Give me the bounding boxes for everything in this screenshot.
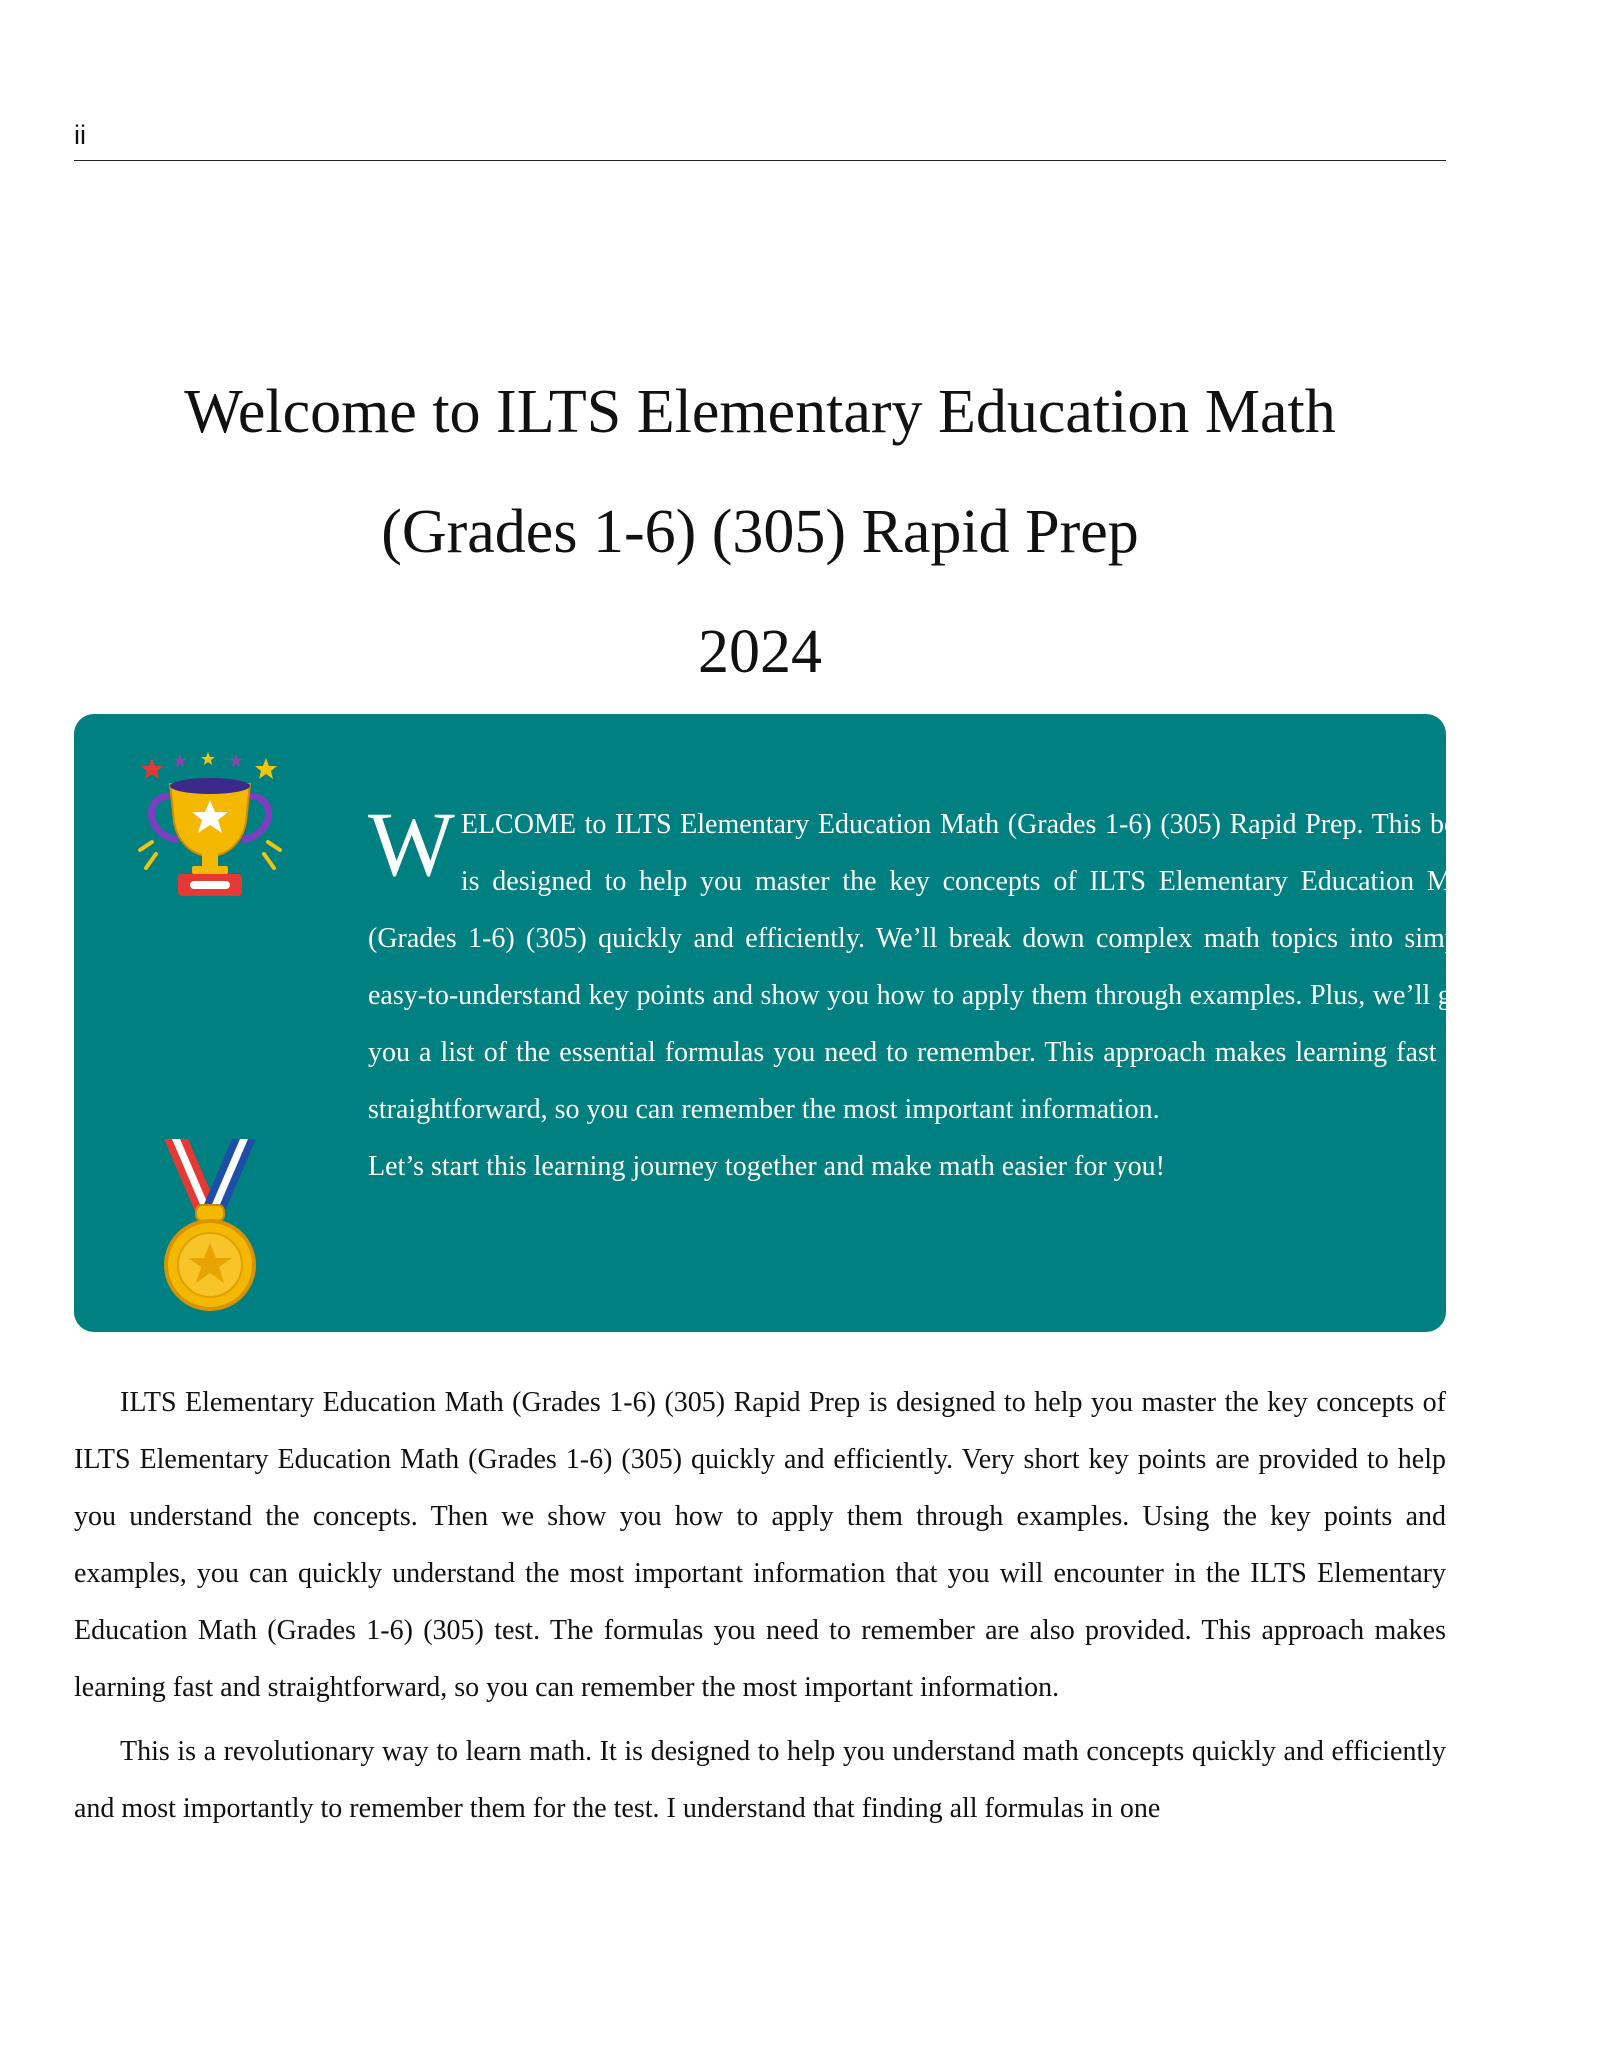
welcome-paragraph: ELCOME to ILTS Elementary Education Math (Grades 1-6) (305) Rapid Prep. This book is designed to help you master the key concepts of ILTS Elementary Education Math (Grades 1-6) (305) quickly and efficiently. We’ll break down complex math topics into simple, easy-to-understand key points and show you how to apply them through examples. Plus, we’ll give you a list of the essential formulas you need to remember. This approach makes learning fast and straightforward, so you can remember the most important information. [368, 809, 1486, 1125]
title-line-3: 2024 [698, 618, 822, 686]
dropcap-letter: W [368, 793, 455, 895]
welcome-text [368, 793, 1486, 1195]
welcome-box [74, 714, 1486, 1332]
body-paragraph-2: This is a revolutionary way to learn math. It is designed to help you understand math concepts quickly and efficiently and most importantly to remember them for the test. I understand that finding all formulas in one [74, 1736, 1446, 1824]
trophy-icon [130, 744, 290, 904]
page-number: ii [74, 120, 86, 150]
medal-icon [150, 1139, 270, 1314]
page-header [74, 118, 1446, 161]
welcome-closing: Let’s start this learning journey together and make math easier for you! [368, 1151, 1165, 1182]
body-text [74, 1374, 1446, 1844]
page-title [74, 352, 1446, 712]
title-line-2: (Grades 1-6) (305) Rapid Prep [381, 498, 1139, 566]
title-line-1: Welcome to ILTS Elementary Education Math [184, 378, 1336, 446]
body-paragraph-1: ILTS Elementary Education Math (Grades 1-6) (305) Rapid Prep is designed to help you master the key concepts of ILTS Elementary Education Math (Grades 1-6) (305) quickly and efficiently. Very short key points are provided to help you understand the concepts. Then we show you how to apply them through examples. Using the key points and examples, you can quickly understand the most important information that you will encounter in the ILTS Elementary Education Math (Grades 1-6) (305) test. The formulas you need to remember are also provided. This approach makes learning fast and straightforward, so you can remember the most important information. [74, 1387, 1446, 1703]
